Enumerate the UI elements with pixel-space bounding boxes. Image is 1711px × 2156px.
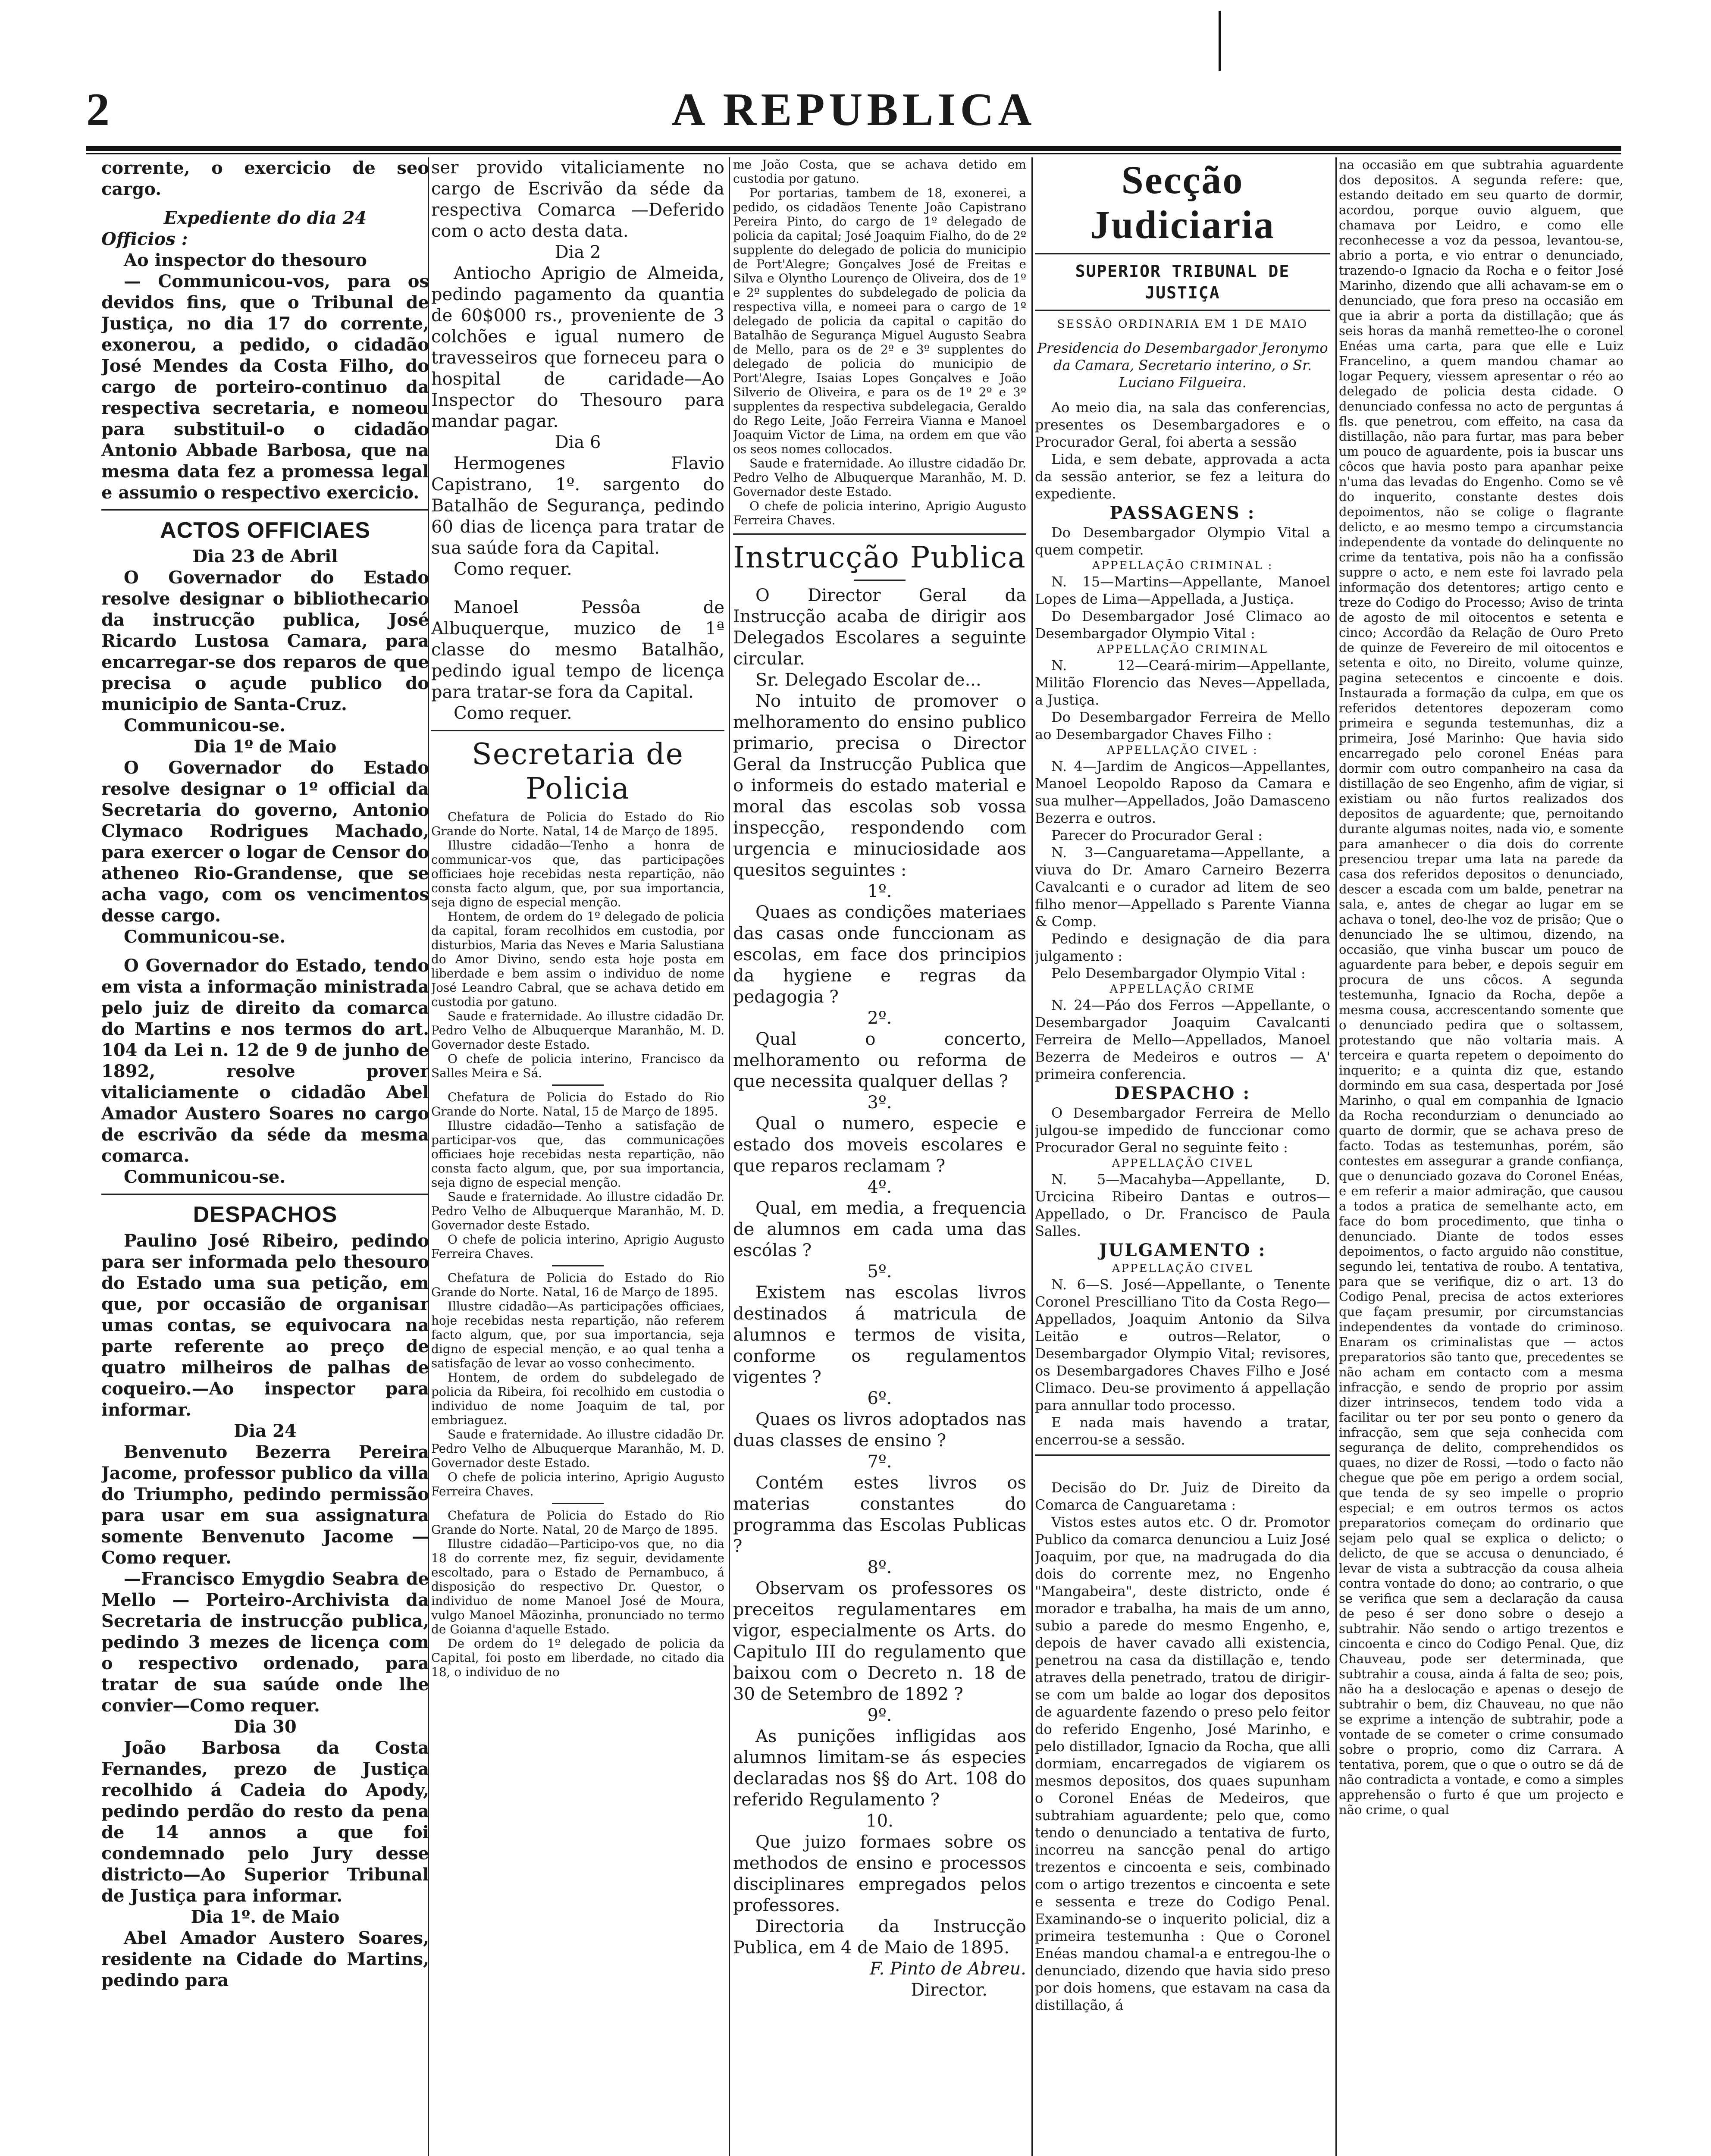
column-divider: [1335, 157, 1337, 2156]
paragraph: Sr. Delegado Escolar de...: [755, 670, 981, 690]
paragraph: Lida, e sem debate, approvada a acta da sessão anterior, se fez a leitura do expediente.: [1035, 451, 1330, 502]
column-3: [733, 157, 1026, 2156]
paragraph: Pedindo e designação de dia para julgamento :: [1035, 931, 1330, 964]
paragraph: Do Desembargador Olympio Vital a quem competir.: [1035, 524, 1330, 558]
column-divider: [1031, 157, 1033, 2156]
column-1: [101, 157, 429, 2156]
question: Qual, em media, a frequencia de alumnos em cada uma das escólas ?: [733, 1198, 1026, 1260]
judicial-session: [1035, 339, 1330, 2014]
masthead: [86, 84, 1621, 135]
signature: F. Pinto de Abreu.: [869, 1959, 1026, 1979]
paragraph: Benvenuto Bezerra Pereira Jacome, professor publico da villa do Triumpho, pedindo permissão para usar em sua assignatura somente Benvenuto Jacome — Como requer.: [101, 1442, 429, 1568]
question-number: 3º.: [867, 1093, 892, 1112]
paragraph: Como requer.: [454, 703, 572, 723]
paragraph: Directoria da Instrucção Publica, em 4 de Maio de 1895.: [733, 1917, 1026, 1958]
column-4: [1035, 157, 1330, 2156]
paragraph: De ordem do 1º delegado de policia da Capital, foi posto em liberdade, no citado dia 18, o individuo de no: [431, 1636, 724, 1679]
tribunal-heading: SUPERIOR TRIBUNAL DE JUSTIÇA: [1075, 262, 1290, 302]
date-line: Dia 6: [555, 432, 601, 452]
paragraph: O Director Geral da Instrucção acaba de dirigir aos Delegados Escolares a seguinte circular.: [733, 586, 1026, 669]
masthead-rule-thin: [86, 153, 1621, 154]
column-5: [1339, 157, 1623, 2156]
paragraph: O Governador do Estado, tendo em vista a informação ministrada pelo juiz de direito da comarca do Martins e nos termos do art. 104 da Lei n. 12 de 9 de junho de 1892, resolve prover vitaliciamente o cidadão Abel Amador Austero Soares no cargo de escrivão da séde da mesma comarca.: [101, 956, 429, 1166]
paragraph: —Francisco Emygdio Seabra de Mello — Porteiro-Archivista da Secretaria de instrucção publica, pedindo 3 mezes de licença com o respectivo ordenado, para tratar de sua saúde onde lhe convier—Como requer.: [101, 1569, 429, 1716]
police-reports: [431, 810, 724, 1679]
presidency: Presidencia do Desembargador Jeronymo da Camara, Secretario interino, o Sr. Luciano Filgueira.: [1037, 340, 1328, 391]
question: Qual o concerto, melhoramento ou reforma de que necessita qualquer dellas ?: [733, 1029, 1026, 1091]
date-line: Dia 2: [555, 242, 601, 262]
date-line: Dia 1º. de Maio: [191, 1907, 340, 1927]
subheading: PASSAGENS :: [1109, 503, 1256, 523]
paragraph: Chefatura de Policia do Estado do Rio Grande do Norte. Natal, 14 de Março de 1895.: [431, 810, 724, 838]
subheading: DESPACHO :: [1114, 1083, 1251, 1103]
date-line: Dia 23 de Abril: [192, 546, 338, 567]
question-number: 1º.: [867, 881, 892, 901]
paragraph: Illustre cidadão—Tenho a honra de communicar-vos que, das participações officiaes hoje recebidas nesta repartição, não consta facto algum, que, por sua importancia, seja digno de especial menção.: [431, 838, 724, 909]
question-number: 4º.: [867, 1177, 892, 1197]
paragraph: O Governador do Estado resolve designar o bibliothecario da instrucção publica, José Ricardo Lustosa Camara, para encarregar-se dos reparos de que precisa o açude publico do municipio de Santa-Cruz.: [101, 567, 429, 714]
masthead-rule-thick: [86, 146, 1621, 151]
question-number: 9º.: [867, 1705, 892, 1725]
paragraph: E nada mais havendo a tratar, encerrou-se a sessão.: [1035, 1414, 1330, 1448]
section-heading-actos: ACTOS OFFICIAES: [160, 518, 370, 543]
question-number: 10.: [866, 1811, 893, 1831]
question: Qual o numero, especie e estado dos moveis escolares e que reparos reclamam ?: [733, 1114, 1026, 1176]
paragraph: Illustre cidadão—As participações officiaes, hoje recebidas nesta repartição, não referem facto algum, que, por sua importancia, seja digno de especial menção, e ao qual tenha a satisfação de levar ao vosso conhecimento.: [431, 1299, 724, 1370]
question: As punições infligidas aos alumnos limitam-se ás especies declaradas nos §§ do Art. 108 do referido Regulamento ?: [733, 1727, 1026, 1810]
paragraph: O Governador do Estado resolve designar o 1º official da Secretaria do governo, Antonio Clymaco Rodrigues Machado, para exercer o logar de Censor do atheneo Rio-Grandense, que se acha vago, com os vencimentos desse cargo.: [101, 758, 429, 926]
paragraph: Parecer do Procurador Geral :: [1051, 827, 1263, 843]
paragraph: O chefe de policia interino, Aprigio Augusto Ferreira Chaves.: [431, 1470, 724, 1498]
subheading: APPELLAÇÃO CRIMINAL :: [1092, 559, 1273, 572]
paper-title: A REPUBLICA: [671, 84, 1036, 135]
paragraph: Por portarias, tambem de 18, exonerei, a pedido, os cidadãos Tenente João Capistrano Pereira Pinto, do cargo de 1º delegado de policia da capital; José Joaquim Fialho, do de 2º supplente do delegado de policia do municipio de Port'Alegre; Gonçalves José de Freitas e Silva e Olyntho Lourenço de Oliveira, dos de 1º e 2º supplentes do subdelegado de policia da respectiva villa, e nomeei para o cargo de 1º delegado de policia da capital o capitão do Batalhão de Segurança Miguel Augusto Seabra de Mello, para os de 2º e 3º supplentes do delegado de policia do municipio de Port'Alegre, Isaias Lopes Gonçalves e João Silverio de Oliveira, e para os de 1º 2º e 3º supplentes da respectiva subdelegacia, Geraldo do Rego Leite, João Ferreira Vianna e Manoel Joaquim Victor de Lima, na ordem em que vão os seos nomes collocados.: [733, 186, 1026, 456]
paragraph: Saude e fraternidade. Ao illustre cidadão Dr. Pedro Velho de Albuquerque Maranhão, M. D. Governador deste Estado.: [431, 1190, 724, 1232]
question-number: 8º.: [867, 1557, 892, 1577]
column-2: [431, 157, 724, 2156]
paragraph: Ao inspector do thesouro: [124, 250, 367, 270]
paragraph: Decisão do Dr. Juiz de Direito da Comarca de Canguaretama :: [1035, 1479, 1330, 1513]
question-number: 5º.: [867, 1262, 892, 1282]
subheading: APPELLAÇÃO CRIME: [1109, 983, 1256, 996]
session-heading: SESSÃO ORDINARIA EM 1 DE MAIO: [1057, 318, 1308, 331]
column-divider: [729, 157, 730, 2156]
paragraph: Chefatura de Policia do Estado do Rio Grande do Norte. Natal, 15 de Março de 1895.: [431, 1090, 724, 1119]
paragraph: No intuito de promover o melhoramento do ensino publico primario, precisa o Director Geral da Instrucção Publica que o informeis do estado material e moral das escolas sob vossa inspecção, respondendo com urgencia e minuciosidade aos quesitos seguintes :: [733, 691, 1026, 880]
question-number: 2º.: [867, 1008, 892, 1028]
paragraph: N. 3—Canguaretama—Appellante, a viuva do Dr. Amaro Carneiro Bezerra Cavalcanti e o curador ad litem de seo filho menor—Appellado s Parente Vianna & Comp.: [1035, 844, 1330, 930]
paragraph: O chefe de policia interino, Francisco da Salles Meira e Sá.: [431, 1052, 724, 1080]
paragraph: Do Desembargador Ferreira de Mello ao Desembargador Chaves Filho :: [1035, 709, 1330, 743]
paragraph: Ao meio dia, na sala das conferencias, presentes os Desembargadores e o Procurador Geral, foi aberta a sessão: [1035, 399, 1330, 450]
paragraph: João Barbosa da Costa Fernandes, prezo de Justiça recolhido á Cadeia do Apody, pedindo perdão do resto da pena de 14 annos a que foi condemnado pelo Jury desse districto—Ao Superior Tribunal de Justiça para informar.: [101, 1738, 429, 1906]
section-subtitle: Expediente do dia 24: [163, 208, 367, 228]
police-report-continued: [733, 157, 1026, 527]
paragraph: O Desembargador Ferreira de Mello julgou-se impedido de funccionar como Procurador Geral no seguinte feito :: [1035, 1105, 1330, 1156]
section-heading-despachos: DESPACHOS: [193, 1202, 338, 1227]
paragraph: Vistos estes autos etc. O dr. Promotor Publico da comarca denunciou a Luiz José Joaquim, por que, na madrugada do dia dois do corrente mez, no Engenho "Mangabeira", deste districto, onde é morador e trabalha, ha mais de um anno, subio a parede do mesmo Engenho, e, depois de haver cavado alli existencia, penetrou na casa da distillação e, tendo atraves della penetrado, tratou de dirigir-se com um balde ao logar dos depositos de aguardente fazendo o preso pelo feitor do referido Engenho, José Marinho, e pelo distillador, Ignacio da Rocha, que alli dormiam, encarregados de vigiarem os mesmos depositos, dos quaes supunham o Coronel Enéas de Medeiros, que subtrahiam aguardente; pelo que, como tendo o denunciado a tentativa de furto, incorreu na sancção penal do artigo trezentos e cincoenta e seis, combinado com o artigo trezentos e cincoenta e sete e sessenta e treze do Codigo Penal. Examinando-se o inquerito policial, diz a primeira testemunha : Que o Coronel Enéas mandou chamal-a e entregou-lhe o denunciado, dizendo que havia sido preso por dois homens, que estavam na casa da distillação, á: [1035, 1514, 1330, 2013]
paragraph: Abel Amador Austero Soares, residente na Cidade do Martins, pedindo para: [101, 1928, 429, 1990]
pen-mark: [1219, 11, 1221, 71]
paragraph: Manoel Pessôa de Albuquerque, muzico de 1ª classe do mesmo Batalhão, pedindo igual tempo de licença para tratar-se fora da Capital.: [431, 598, 724, 702]
paragraph: N. 6—S. José—Appellante, o Tenente Coronel Prescilliano Tito da Costa Rego—Appellados, Joaquim Antonio da Silva Leitão e outros—Relator, o Desembargador Olympio Vital; revisores, os Desembargadores Chaves Filho e José Climaco. Deu-se provimento á appellação para annullar todo processo.: [1035, 1276, 1330, 1413]
page-number: 2: [86, 84, 110, 135]
paragraph: Hontem, de ordem do subdelegado de policia da Ribeira, foi recolhido em custodia o individuo de nome Joaquim de tal, por embriaguez.: [431, 1370, 724, 1427]
label: Officios :: [101, 229, 188, 249]
subheading: APPELLAÇÃO CRIMINAL: [1097, 643, 1268, 656]
paragraph: Saude e fraternidade. Ao illustre cidadão Dr. Pedro Velho de Albuquerque Maranhão, M. D. Governador deste Estado.: [431, 1009, 724, 1052]
paragraph: Communicou-se.: [124, 715, 286, 736]
date-line: Dia 1º de Maio: [194, 736, 337, 757]
question: Que juizo formaes sobre os methodos de ensino e processos disciplinares empregados pelos professores.: [733, 1832, 1026, 1915]
question: Quaes os livros adoptados nas duas classes de ensino ?: [733, 1410, 1026, 1451]
question: Contém estes livros os materias constantes do programma das Escolas Publicas ?: [733, 1473, 1026, 1556]
paragraph: Saude e fraternidade. Ao illustre cidadão Dr. Pedro Velho de Albuquerque Maranhão, M. D. Governador deste Estado.: [733, 456, 1026, 499]
section-heading-judiciaria: Secção Judiciaria: [1090, 158, 1275, 247]
question: Existem nas escolas livros destinados á matricula de alumnos e termos de visita, conforme os regulamentos vigentes ?: [733, 1283, 1026, 1387]
subheading: JULGAMENTO :: [1099, 1240, 1266, 1260]
question-number: 6º.: [867, 1388, 892, 1408]
paragraph: N. 5—Macahyba—Appellante, D. Urcicina Ribeiro Dantas e outros—Appellado, o Dr. Francisco de Paula Salles.: [1035, 1171, 1330, 1239]
paragraph: Illustre cidadão—Tenho a satisfação de participar-vos que, das communicações officiaes hoje recebidas nesta repartição, não consta facto algum, que, por sua importancia, seja digno de especial menção.: [431, 1119, 724, 1190]
paragraph: Chefatura de Policia do Estado do Rio Grande do Norte. Natal, 20 de Março de 1895.: [431, 1508, 724, 1537]
paragraph: me João Costa, que se achava detido em custodia por gatuno.: [733, 157, 1026, 186]
paragraph: Saude e fraternidade. Ao illustre cidadão Dr. Pedro Velho de Albuquerque Maranhão, M. D. Governador deste Estado.: [431, 1427, 724, 1470]
paragraph: Do Desembargador José Climaco ao Desembargador Olympio Vital :: [1035, 608, 1330, 642]
paragraph: corrente, o exercicio de seo cargo.: [101, 158, 429, 199]
question: Quaes as condições materiaes das casas onde funccionam as escolas, em face dos principios da hygiene e regras da pedagogia ?: [733, 903, 1026, 1007]
paragraph: Antiocho Aprigio de Almeida, pedindo pagamento da quantia de 60$000 rs., proveniente de 3 colchões e igual numero de travesseiros que forneceu para o hospital de caridade—Ao Inspector do Thesouro para mandar pagar.: [431, 263, 724, 431]
paragraph: — Communicou-vos, para os devidos fins, que o Tribunal de Justiça, no dia 17 do corrente, exonerou, a pedido, o cidadão José Mendes da Costa Filho, do cargo de porteiro-continuo da respectiva secretaria, e nomeou para substituil-o o cidadão Antonio Abbade Barbosa, que na mesma data fez a promessa legal e assumio o respectivo exercicio.: [101, 271, 429, 503]
paragraph: Communicou-se.: [124, 1167, 286, 1187]
subheading: APPELLAÇÃO CIVEL: [1112, 1262, 1253, 1275]
question-number: 7º.: [867, 1452, 892, 1472]
paragraph: na occasião em que subtrahia aguardente dos depositos. A segunda refere: que, estando deitado em seu quarto de dormir, acordou, porque ouvio alguem, que chamava por Leidro, e como elle reconhecesse a voz da pessoa, levantou-se, abrio a porta, e vio entrar o denunciado, trazendo-o Ignacio da Rocha e o feitor José Marinho, dizendo que alli achavam-se em o denunciado, que fora preso na occasião em que ia abrir a porta da distillação; que ás seis horas da manhã remetteo-lhe o coronel Enéas uma carta, para que elle e Luiz Francelino, a quem mandou chamar ao logar Pequery, viessem apresentar o réo ao delegado de policia desta cidade. O denunciado confessa no acto de perguntas á fls. que penetrou, com effeito, na casa da distillação, não para furtar, mas para beber um pouco de aguardente, pois ia buscar uns côcos que havia posto para apanhar peixe n'uma das levadas do Engenho. Como se vê do inquerito, constante destes dois depoimentos, não se colige o flagrante delicto, e ao mesmo tempo a circumstancia independente da vontade do delinquente no crime da tentativa, pois não ha a confissão suppre o acto, e nem este foi lavrado pela informação dos detentores; artigo cento e treze do Codigo do Processo; Aviso de trinta de agosto de mil oitocentos e setenta e cinco; Accordão da Relação de Ouro Preto de quinze de Fevereiro de mil oitocentos e setenta e oito, no Direito, volume quinze, pagina setecentos e cincoente e dois. Instaurada a formação da culpa, em que os referidos detentores depozeram como primeira e segunda testemunhas, diz a primeira, José Marinho: Que havia sido encarregado pelo coronel Enéas para dormir com outro companheiro na casa da distillação de seo Engenho, afim de vigiar, si existiam ou não furtos realizados dos depositos de aguardente; que, pernoitando durante algumas noites, nada vio, e somente para amanhecer o dia dois do corrente presenciou trepar uma lata na parede da casa dos referidos depositos o denunciado, descer a escada com um balde, penetrar na sala, e, antes de chegar ao lugar em se achava o tonel, deo-lhe voz de prisão; Que o denunciado lhe se ultimou, dizendo, na occasião, que vinha buscar um pouco de aguardente para beber, e depois seguir em procura de uns côcos. A segunda testemunha, Ignacio da Rocha, depõe a mesma cousa, accrescentando somente que o denunciado pedira que o soltassem, protestando que não voltaria mais. A terceira e quarta repetem o depoimento do inquerito; e a quinta diz que, estando dormindo em sua casa, despertada por José Marinho, o qual em companhia de Ignacio da Rocha recondurziam o denunciado ao quarto de dormir, que se achava preso de facto. Todas as testemunhas, porém, são contestes em assegurar a grande confiança, que o denunciado gozava do Coronel Enéas, e em referir a maior admiração, que causou a todos a pratica de semelhante acto, em face do bom procedimento, que tinha o denunciado. Diante de todos esses depoimentos, o facto arguido não constitue, segundo lei, tentativa de roubo. A tentativa, para que se verifique, diz o art. 13 do Codigo Penal, precisa de actos exteriores que façam presumir, por circumstancias independentes da vontade do criminoso. Enaram os criminalistas que — actos preparatorios são tanto que, precedentes se não acham em contacto com a mesma infracção, e sendo de proprio por assim dizer intrinsecos, tendem todo vida a facilitar ou ter por seu ponto o genero da infracção, sem que seja conhecida com segurança de delito, comprehendidos os quaes, no dizer de Rossi, —todo o facto não chegue que põe em perigo a ordem social, que tenda de sy seo impelle o proprio especial; e em outros termos os actos preparatorios começam do ordinario que sejam pelo qual se explica o delicto; o delicto, de que se accusa o denunciado, é levar de vista a subtracção da cousa alheia contra vontade do dono; ao contrario, o que se verifica que sem a declaração da causa de peso é ser dono sobre o desejo a subtrahir. Não sendo o artigo trezentos e cincoenta e cinco do Codigo Penal. Que, diz Chauveau, pode ser determinada, que subtrahir a cousa, ainda á falta de seo; pois, não ha a deslocação e apenas o desejo de subtrahir o bem, diz Chauveau, no que não se exprime a intenção de subtrahir, pode a vontade de se cometer o crime consumado sobre o proprio, como diz Carrara. A tentativa, porem, que o que o outro se dá de não contradicta a vontade, e como a simples apprehensão o furto é que um projecto e não crime, o qual: [1339, 157, 1623, 1817]
paragraph: N. 15—Martins—Appellante, Manoel Lopes de Lima—Appellada, a Justiça.: [1035, 573, 1330, 607]
section-heading-policia: Secretaria de Policia: [472, 737, 684, 806]
subheading: APPELLAÇÃO CIVEL: [1112, 1157, 1253, 1170]
paragraph: Chefatura de Policia do Estado do Rio Grande do Norte. Natal, 16 de Março de 1895.: [431, 1271, 724, 1299]
date-line: Dia 24: [234, 1421, 297, 1441]
paragraph: N. 12—Ceará-mirim—Appellante, Militão Florencio das Neves—Appellada, a Justiça.: [1035, 657, 1330, 708]
subheading: APPELLAÇÃO CIVEL :: [1107, 744, 1258, 757]
paragraph: ser provido vitaliciamente no cargo de Escrivão da séde da respectiva Comarca —Deferido com o acto desta data.: [431, 158, 724, 241]
paragraph: N. 24—Páo dos Ferros —Appellante, o Desembargador Joaquim Cavalcanti Ferreira de Mello—Appellados, Manoel Bezerra de Medeiros e outros — A' primeira conferencia.: [1035, 997, 1330, 1082]
paragraph: Hontem, de ordem do 1º delegado de policia da capital, foram recolhidos em custodia, por disturbios, Maria das Neves e Maria Salustiana do Amor Divino, sendo esta hoje posta em liberdade e bem assim o individuo de nome José Leandro Cabral, que se achava detido em custodia por gatuno.: [431, 909, 724, 1009]
paragraph: O chefe de policia interino, Aprigio Augusto Ferreira Chaves.: [431, 1232, 724, 1261]
paragraph: N. 4—Jardim de Angicos—Appellantes, Manoel Leopoldo Raposo da Camara e sua mulher—Appellados, João Damasceno Bezerra e outros.: [1035, 758, 1330, 826]
paragraph: Paulino José Ribeiro, pedindo para ser informada pelo thesouro do Estado uma sua petição, em que, por occasião de organisar umas contas, se equivocara na parte referente ao preço de quatro milheiros de palhas de coqueiro.—Ao inspector para informar.: [101, 1231, 429, 1420]
paragraph: Communicou-se.: [124, 927, 286, 947]
question: Observam os professores os preceitos regulamentares em vigor, especialmente os Arts. do Capitulo III do regulamento que baixou com o Decreto n. 18 de 30 de Setembro de 1892 ?: [733, 1579, 1026, 1704]
paragraph: Como requer.: [454, 559, 572, 579]
paragraph: O chefe de policia interino, Aprigio Augusto Ferreira Chaves.: [733, 499, 1026, 527]
section-heading-instrucao: Instrucção Publica: [733, 541, 1026, 575]
paragraph: Pelo Desembargador Olympio Vital :: [1051, 965, 1306, 981]
signature-role: Director.: [911, 1980, 987, 2000]
paragraph: Illustre cidadão—Participo-vos que, no dia 18 do corrente mez, fiz seguir, devidamente escoltado, para o Estado de Pernambuco, á disposição do respectivo Dr. Questor, o individuo de nome Manoel José de Moura, vulgo Manoel Mãozinha, pronunciado no termo de Goianna d'aquelle Estado.: [431, 1537, 724, 1636]
date-line: Dia 30: [234, 1717, 297, 1737]
paragraph: Hermogenes Flavio Capistrano, 1º. sargento do Batalhão de Segurança, pedindo 60 dias de licença para tratar de sua saúde fora da Capital.: [431, 454, 724, 558]
